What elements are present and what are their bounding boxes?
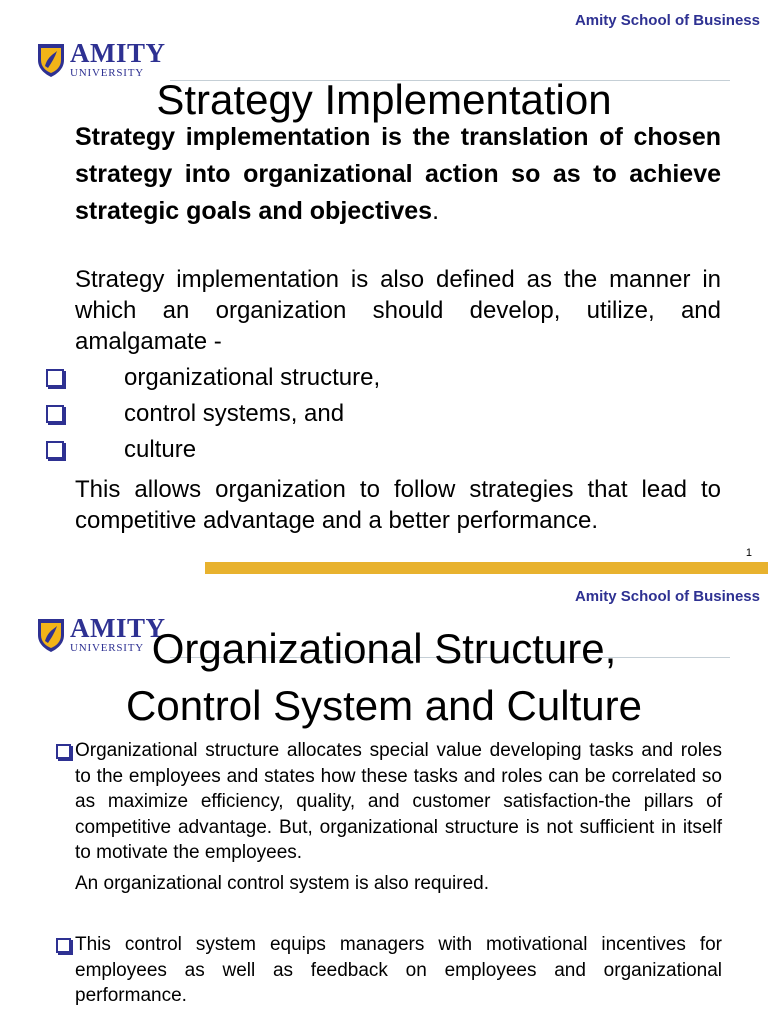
checkbox-bullet-icon <box>46 441 64 459</box>
shield-icon <box>36 42 66 78</box>
slide-title-line-2: Control System and Culture <box>126 682 642 729</box>
footer-bar <box>205 562 768 574</box>
slide-title-line-1: Organizational Structure, <box>151 625 617 672</box>
lead-period: . <box>432 197 440 225</box>
definition-paragraph: Strategy implementation is also defined as the manner in which an organization should develop, utilize, and amalgamate - <box>75 266 721 355</box>
slide-title: Strategy Implementation <box>156 76 612 123</box>
list-item <box>46 360 380 396</box>
list-item <box>56 932 722 1009</box>
bullet-text: control systems, and <box>124 400 345 427</box>
page-number: 1 <box>745 547 752 559</box>
list-item <box>46 396 380 432</box>
bullet-text: This control system equips managers with motivational incentives for employees as well as feedback on employees and organizational performance. <box>75 934 722 1006</box>
lead-text: Strategy implementation is the translation of chosen strategy into organizational action so as to achieve strategic goals and objectives <box>75 123 721 225</box>
school-name: Amity School of Business <box>574 12 760 29</box>
slide-2 <box>0 577 768 1024</box>
checkbox-bullet-icon <box>56 938 71 953</box>
logo-university-text: UNIVERSITY <box>70 67 144 79</box>
bullet-text: organizational structure, <box>124 364 381 391</box>
bullet-text: Organizational structure allocates special value developing tasks and roles to the employees and states how these tasks and roles can be correlated so as maximize efficiency, quality, and customer satisfaction-the pillars of competitive advantage. But, organizational structure is not sufficient in itself to motivate the employees. <box>75 740 722 863</box>
checkbox-bullet-icon <box>56 744 71 759</box>
conclusion-paragraph: This allows organization to follow strategies that lead to competitive advantage and a better performance. <box>75 476 721 534</box>
lead-paragraph <box>75 119 721 230</box>
school-name: Amity School of Business <box>574 588 760 605</box>
checkbox-bullet-icon <box>46 405 64 423</box>
logo-university-text: UNIVERSITY <box>70 642 144 654</box>
control-system-note: An organizational control system is also required. <box>75 873 489 894</box>
checkbox-bullet-icon <box>46 369 64 387</box>
logo-amity-text: AMITY <box>70 613 166 643</box>
list-item <box>56 738 722 866</box>
bullet-list <box>46 360 380 468</box>
amity-logo <box>36 40 166 79</box>
logo-amity-text: AMITY <box>70 38 166 68</box>
bullet-text: culture <box>124 436 197 463</box>
list-item <box>46 432 380 468</box>
